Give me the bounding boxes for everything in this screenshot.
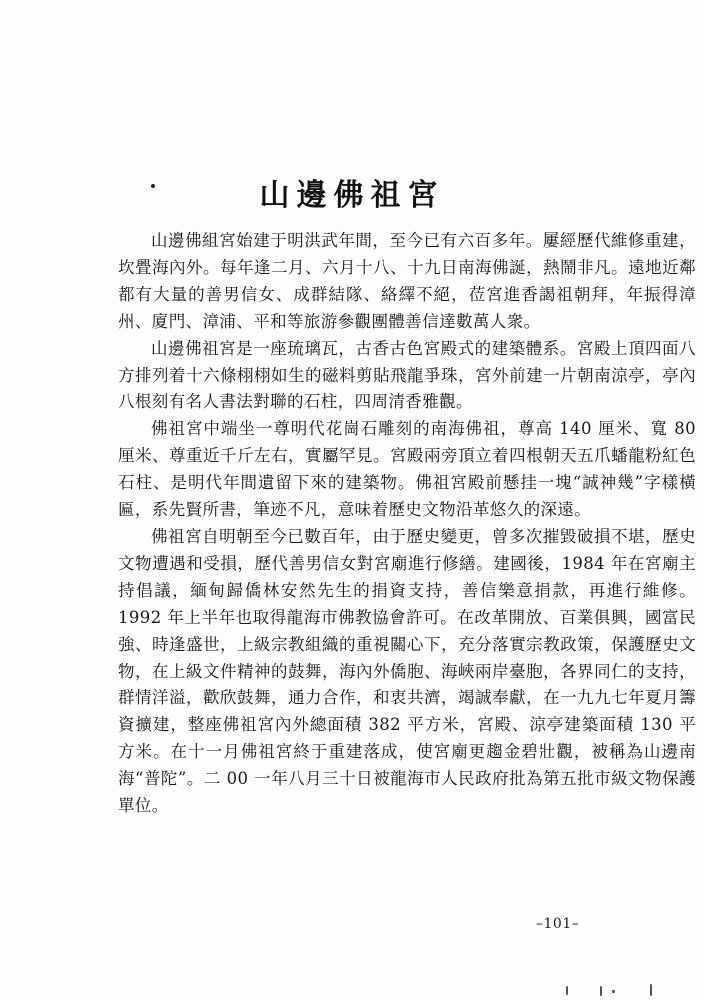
paragraph-1: 山邊佛組宮始建于明洪武年間，至今已有六百多年。屢經歷代維修重建，坎舋海內外。每年逢二月、六月十八、十九日南海佛誕，熱鬧非凡。遠地近鄰都有大量的善男信女、成群結隊、絡繹不絕，莅宮進香謁祖朝拜，年振得漳州、廈門、漳浦、平和等旅游參觀團體善信達數萬人衆。 <box>118 231 696 331</box>
scan-mark <box>650 984 652 996</box>
body-text <box>118 228 696 820</box>
paragraph-3: 佛祖宮中端坐一尊明代花崗石雕刻的南海佛祖，尊高 140 厘米、寬 80 厘米、尊重近千斤左右，實屬罕見。宮殿兩旁頂立着四根朝天五爪蟠龍粉紅色石柱、是明代年間遺留下來的建築物。佛祖宮殿前懸挂一塊“誠神幾”字樣橫匾，系先賢所書，筆迹不凡，意味着歷史文物沿革悠久的深遠。 <box>118 419 696 520</box>
page-number: –101– <box>536 916 580 932</box>
scan-mark <box>566 986 568 995</box>
paragraph-4: 佛祖宮自明朝至今已數百年，由于歷史變更，曾多次摧毀破損不堪，歷史文物遭遇和受損，歷代善男信女對宮廟進行修繕。建國後，1984 年在宮廟主持倡議，緬甸歸僑林安然先生的捐資支持，善信樂意捐款，再進行維修。1992 年上半年也取得龍海市佛教協會許可。在改革開放、百業俱興，國富民強、時逢盛世，上級宗教組織的重視關心下，充分落實宗教政策，保護歷史文物，在上級文件精神的鼓舞，海內外僑胞、海峽兩岸臺胞，各界同仁的支持，群情洋溢，歡欣鼓舞，通力合作，和衷共濟，竭誠奉獻，在一九九七年夏月籌資擴建，整座佛祖宮內外總面積 382 平方米，宮殿、涼亭建築面積 130 平方米。在十一月佛祖宮終于重建落成，使宮廟更趨金碧壯觀，被稱為山邊南海“普陀”。二 00 一年八月三十日被龍海市人民政府批為第五批市級文物保護單位。 <box>118 526 696 816</box>
page-title: 山邊佛祖宮 <box>259 178 445 213</box>
paragraph-2: 山邊佛祖宮是一座琉璃瓦，古香古色宮殿式的建築體系。宮殿上頂四面八方排列着十六條栩栩如生的磁料剪貼飛龍爭珠，宮外前建一片朝南涼亭，亭內八根刻有名人書法對聯的石柱，四周清香雅觀。 <box>118 338 696 412</box>
scan-mark <box>612 990 615 993</box>
scan-mark <box>600 986 602 996</box>
